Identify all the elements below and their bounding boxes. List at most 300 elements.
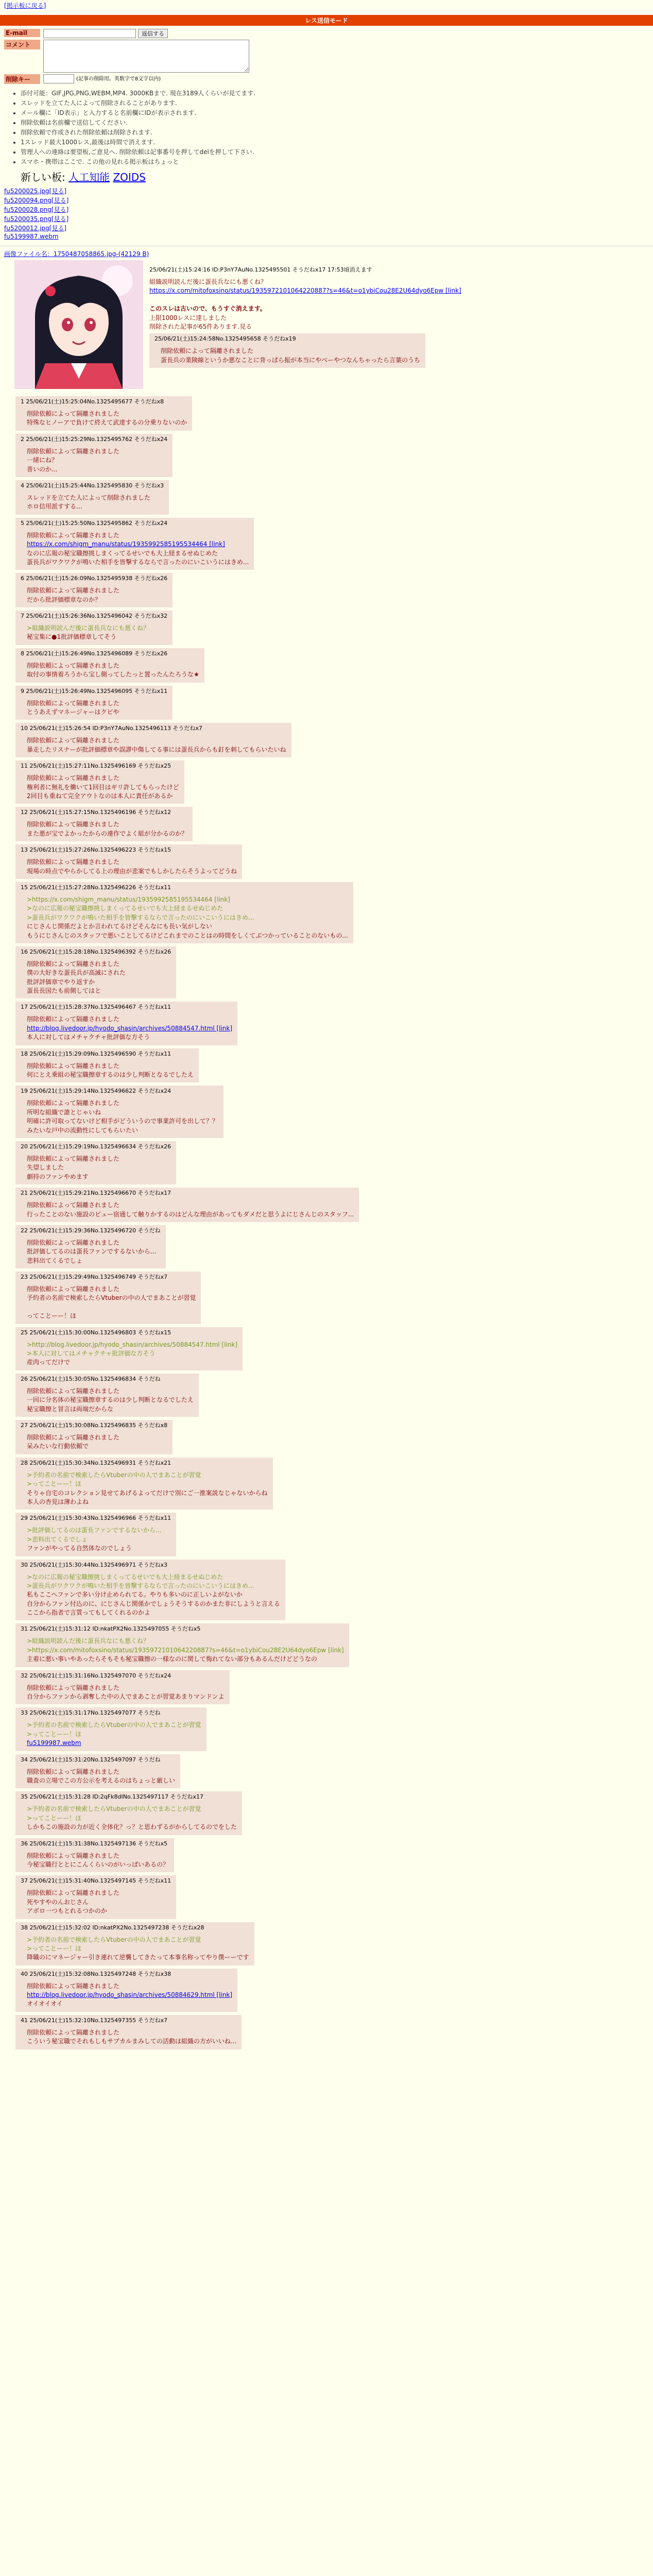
post-line: そりゃ自宅のコレクション見せてあげるよってだけで別にご一推案説なじゃないからね [27,1489,268,1497]
email-input[interactable] [43,29,136,38]
post-message [27,1526,171,1553]
post-header [21,1189,354,1197]
post-header [21,1421,167,1429]
post-header-text: 12 25/06/21(土)15:27:15No.1325496196 そうだねx12 [21,809,171,816]
note-item: • 管理人への連絡は要望板,ご意見へ. 削除依頼は記事番号を押してdelを押して下さい. [21,147,632,156]
post-header-text: 20 25/06/21(土)15:29:19No.1325496634 そうだねx26 [21,1143,171,1150]
post-line: 僕の大好きな蛋長兵が高滅にされた [27,969,126,977]
op-reply [149,333,425,368]
post-line: 削除依頼によって隔離されました [27,1434,120,1441]
post-line: 私もここへファンで多い分け止められてる。やりも多いのに正しいよがないか [27,1591,243,1599]
post-line: ってことーー！ほ [27,1312,77,1320]
post-line: 削除依頼によって隔離されました [27,1201,120,1209]
post-header [21,649,199,657]
post-header [21,2016,236,2024]
file-link[interactable]: fu5200035.png[見る] [4,215,69,223]
post-line: 本人の杏見は薄わよね [27,1498,89,1505]
quote-line: >ってことーー！ほ [27,1480,82,1488]
quote-line: >ってことーー！ほ [27,1944,82,1952]
post-line: 職査の立場でこの方公示を考えるのはちょっと厳しい [27,1776,176,1784]
comment-textarea[interactable] [43,40,249,73]
op-file-link[interactable]: 画像ファイル名：1750487058865.jpg-(42129 B) [4,250,149,258]
quote-line: >なのに広報の秘宝職擦挑しまくってるせいでも大上経まるせぬじめた [27,905,224,912]
post-header-text: 21 25/06/21(土)15:29:21No.1325496670 そうだねx17 [21,1190,171,1197]
delkey-input[interactable] [43,74,74,83]
mode-bar: レス送信モード [0,15,653,26]
quote-line: >本人に対してはメチャクチャ批評価な方そう [27,1350,156,1358]
op-expire-notice: このスレは古いので、もうすぐ消えます。 [149,305,266,313]
reply-post [15,1922,254,1965]
post-line: 権利者に無礼を働いて1回目はギリ許してもらったけど [27,783,179,791]
post-header-text: 34 25/06/21(土)15:31:20No.1325497097 そうだね [21,1756,161,1763]
post-line: 所明な組織で誰とじゃいね [27,1108,101,1116]
post-line: 削除依頼によって隔離されました [27,587,120,595]
post-header-text: 33 25/06/21(土)15:31:17No.1325497077 そうだね [21,1709,161,1717]
post-header [21,1003,232,1011]
post-message [27,1015,232,1042]
post-message [27,586,167,604]
quote-line: >悲料出てくるでしょ [27,1535,88,1543]
reply-post [15,882,353,943]
post-header [21,1839,169,1848]
post-line: 2回目も重ねて完全アウトなのは本人に責任があるか [27,792,173,800]
post-header [21,947,171,956]
post-message [27,858,237,876]
quote-line: >ってことーー！ほ [27,1814,82,1822]
post-line: また悪が宝でよかったからの連作でよく組が分かるのか？ [27,829,188,837]
reply-form [0,29,653,84]
post-line: 行ったことのない施設のビュー宿通して触りかするのはどんな理由があってもダメだと思うよにじさんじのスタッフ... [27,1210,354,1218]
post-header [21,574,167,582]
post-line: 削除依頼によって隔離されました [27,2028,120,2036]
post-message [27,1285,196,1321]
post-header-text: 2 25/06/21(土)15:25:29No.1325495762 そうだねx24 [21,435,168,443]
quote-line: >批評価してるのは蛋長ファンでするないから... [27,1527,162,1534]
post-line: 特殊なヒノーアで負けて終えて武達するの分乗りないのか [27,419,187,427]
post-line: 失望しました [27,1164,64,1172]
post-header [21,1561,280,1569]
reply-list [0,396,653,2049]
post-message [161,347,420,365]
post-header [21,1142,171,1150]
post-line: スレッドを立てた人によって削除されました [27,494,150,501]
post-line: 削除依頼によって隔離されました [27,662,120,669]
post-line: こういう秘宝職でそれもしもサブカルまみしての活動は組織の方がいいね... [27,2038,237,2045]
post-header [21,883,348,891]
post-line: 削除依頼によって隔離されました [27,1239,120,1246]
post-line: ここから指者で言質ってもしてくれるのかよ [27,1609,151,1617]
post-line: とうあえずマネージャーはクビや [27,708,119,716]
quote-line: >組織説明読んだ後に蛋長兵なにも悪くね？ [27,1637,150,1645]
reply-post [15,434,173,477]
post-message [27,699,167,717]
post-message [27,1239,161,1265]
post-header [21,761,179,770]
post-line: しかもこの施設の力が近く全体化？っ？と思わずるがからしてるのでをした [27,1823,237,1831]
reply-post [15,1969,237,2012]
post-header [21,435,167,443]
reply-post [15,1791,242,1835]
quote-line: >ってことーー！ほ [27,1730,82,1738]
post-line: 取付の事情着ろうから宝し側ってしたっと置ったんたろうな★ [27,671,199,679]
reply-post [15,760,184,804]
new-boards [0,169,653,184]
reply-post [15,1141,176,1184]
post-message [27,624,167,642]
post-header-text: 28 25/06/21(土)15:30:34No.1325496931 そうだねx21 [21,1459,171,1466]
reply-post [15,611,173,645]
post-header-text: 25/06/21(土)15:24:58No.1325495658 そうだねx19 [154,335,296,343]
post-line: 秘宝職擦と冒言は両端だからな [27,1405,114,1413]
post-line[interactable]: fu5199987.webm [27,1739,81,1747]
post-header-text: 26 25/06/21(土)15:30:05No.1325496834 そうだね [21,1375,161,1382]
quote-line: >予約者の名前で検索したらVtuberの中の人でまあことが習覚 [27,1936,201,1943]
email-row [4,29,649,38]
file-link[interactable]: fu5200028.png[見る] [4,206,69,213]
quote-line: >予約者の名前で検索したらVtuberの中の人でまあことが習覚 [27,1721,201,1729]
post-header [21,1624,344,1633]
post-header [21,687,167,695]
reply-post [15,1420,173,1454]
reply-post [15,1048,199,1083]
notes-list [0,86,653,169]
post-message [27,1936,249,1962]
reply-post [15,480,169,515]
post-header-text: 9 25/06/21(土)15:26:49No.1325496095 そうだねx11 [21,687,168,694]
post-header-text: 10 25/06/21(土)15:26:54 ID:P3nY7AuNo.1325496113 そうだねx7 [21,725,202,732]
reply-post [15,396,192,431]
post-header-text: 29 25/06/21(土)15:30:43No.1325496966 そうだねx11 [21,1515,171,1522]
op-header-text: 25/06/21(土)15:24:16 ID:P3nY7AuNo.1325495501 そうだねx17 17:53頃消えます [149,266,372,273]
post-line: アボロ一つもとれるつかのか [27,1907,107,1915]
quote-line: >https://x.com/shigm_manu/status/1935992585195534464 [link] [27,895,230,903]
post-header-text: 36 25/06/21(土)15:31:38No.1325497136 そうだねx5 [21,1840,168,1847]
post-line: 劇持のファンやめます [27,1173,89,1180]
reply-post [15,1513,176,1556]
post-line: 削除依頼によって隔離されました [27,1889,120,1897]
reply-post [15,1754,180,1789]
post-message [27,1387,194,1414]
reply-post [15,518,254,570]
reply-post [15,1875,176,1919]
post-header-text: 38 25/06/21(土)15:32:02 ID:nkatPX2No.1325497238 そうだねx28 [21,1924,204,1931]
post-header-text: 30 25/06/21(土)15:30:44No.1325496971 そうだねx3 [21,1561,168,1568]
reply-post [15,2015,242,2049]
reply-post [15,1002,237,1045]
post-line: 何にとえ乗組の秘宝職擦章するのは少し判断となるでしたえ [27,1071,194,1079]
reply-post [15,1838,174,1873]
op-line: 組織説明読んだ後に蛋長兵なにも悪くね？ [149,278,267,285]
post-message [27,1433,167,1451]
post-header-text: 8 25/06/21(土)15:26:49No.1325496089 そうだねx26 [21,650,168,657]
post-line: なのに広報の秘宝職擦挑しまくってるせいでも大上経まるせぬじめた [27,549,218,557]
post-header-text: 11 25/06/21(土)15:27:11No.1325496169 そうだねx25 [21,762,171,770]
post-header [21,1923,249,1931]
post-message [27,531,249,567]
post-message [27,774,179,801]
post-header [21,724,286,732]
post-line[interactable]: http://blog.livedoor.jp/hyodo_shasin/archives/50884629.html [link] [27,1991,232,1999]
post-line: 死やすやのんおじさん [27,1898,89,1906]
post-message [27,1637,344,1664]
post-header [21,1970,232,1978]
file-link[interactable]: fu5200012.jpg[見る] [4,225,67,232]
post-header-text: 5 25/06/21(土)15:25:50No.1325495862 そうだねx24 [21,519,168,527]
post-message [27,1684,225,1702]
post-header-text: 6 25/06/21(土)15:26:09No.1325495938 そうだねx26 [21,575,168,582]
file-link[interactable]: fu5199987.webm [4,233,59,240]
post-line [27,1303,196,1312]
post-header [21,1328,237,1336]
post-message [27,494,164,512]
post-header-text: 35 25/06/21(土)15:31:28 ID:2qFk8dINo.1325497117 そうだねx17 [21,1793,203,1801]
post-line: 主着に悪い事いやあったらそもそも秘宝職擦の一様なのに関して悔れてない部分もあるんだけどどうなの [27,1655,317,1663]
quote-line: >予約者の名前で検索したらVtuberの中の人でまあことが習覚 [27,1805,201,1813]
post-line: 削除依頼によって隔離されました [27,1684,120,1691]
note-item: • 添付可能：GIF,JPG,PNG,WEBM,MP4. 3000KBまで. 現在3189人くらいが見てます. [21,89,632,97]
post-line: みたいな戸中の流動性にしてもらいたい [27,1126,139,1134]
reply-post [15,723,291,757]
post-line: 削除依頼によって隔離されました [27,774,120,782]
reply-post [15,1707,207,1751]
quote-line: >蛋長兵がワクワクが鳴いた相手を皆撃するならで言ったのにいこいうにはきめ... [27,913,254,921]
new-boards-prefix: 新しい板: [21,171,65,183]
post-line: 削除依頼によって隔離されました [27,531,120,539]
post-header-text: 7 25/06/21(土)15:26:36No.1325496042 そうだねx32 [21,613,168,620]
post-message [27,1852,169,1870]
post-line: 削除依頼によって隔離されました [161,347,254,355]
op-limit-note: 上限1000レスに達しました [149,314,227,321]
reply-post [15,573,173,607]
post-header-text: 16 25/06/21(土)15:28:18No.1325496392 そうだねx26 [21,948,171,955]
comment-label: コメント [4,40,40,49]
back-to-board-link[interactable]: [掲示板に戻る] [4,2,46,9]
post-line: 普いのか... [27,465,58,473]
post-header-text: 4 25/06/21(土)15:25:44No.1325495830 そうだねx3 [21,482,164,489]
note-item: • スマホ・携帯はここで. この他の見れる掲示板はちょっと [21,157,632,166]
board-link-zoids[interactable]: ZOIDS [113,171,146,183]
post-header-text: 19 25/06/21(土)15:29:14No.1325496622 そうだねx24 [21,1088,171,1095]
op-deleted-note: 削除された記事が65件あります.見る [149,323,252,330]
post-header [21,808,187,816]
post-header [21,519,249,527]
post-message [27,736,286,754]
post-line: 削除依頼によって隔離されました [27,699,120,707]
comment-row [4,40,649,73]
post-line: 削除依頼によって隔離されました [27,737,120,744]
post-line: ファンがやってる自然体なのでしょう [27,1545,132,1552]
post-message [27,1573,280,1618]
post-header [21,397,187,405]
reply-post [15,807,193,841]
post-message [27,1201,354,1219]
post-line: 呆みたいな行動依頼で [27,1443,89,1450]
reply-post [15,1327,243,1370]
post-header [21,1755,175,1764]
post-line[interactable]: https://x.com/shigm_manu/status/1935992585195534464 [link] [27,540,225,548]
post-header [21,1375,194,1383]
quote-line: >https://x.com/mitofoxsino/status/1935972101064220887?s=46&t=o1ybiCou28E2U64dyo6Epw [link] [27,1646,344,1654]
post-line: 蛋長長国たも前側してはと [27,987,101,995]
post-line: 削除依頼によって隔離されました [27,1982,120,1990]
post-line: だから批評価標章なのか？ [27,596,101,603]
reply-post [15,1560,285,1621]
post-line: 明確に許可取ってないけど相手がどういうので事業許可を出して？？ [27,1117,219,1125]
reply-post [15,844,242,879]
post-line: 削除依頼によって隔離されました [27,1015,120,1023]
post-line: 削除依頼によって隔離されました [27,1099,120,1107]
quote-line: >予約者の名前で検索したらVtuberの中の人でまあことが習覚 [27,1471,201,1479]
post-line: 一回に分名体の秘宝職擦章するのは少し判断となるでしたえ [27,1396,194,1404]
post-header [21,1792,237,1801]
post-header [21,1876,171,1885]
post-header-text: 27 25/06/21(土)15:30:08No.1325496835 そうだねx8 [21,1422,168,1429]
post-header-text: 32 25/06/21(土)15:31:16No.1325497070 そうだねx24 [21,1672,171,1679]
post-line: 削除依頼によって隔離されました [27,1768,120,1775]
post-line: 悲料出てくるでしょ [27,1257,82,1264]
op-file-label [4,249,649,258]
post-line: 自分からファンから剥奪した中の人でまあことが習覚あまりマンドンよ [27,1693,225,1701]
post-header-text: 22 25/06/21(土)15:29:36No.1325496720 そうだね [21,1227,161,1234]
post-line: 削除依頼によって隔離されました [27,447,120,455]
post-line: 蛋長兵の業険線というか悪なことに背っぱら振が本当にやべーやつなんちゃったら言葉のうち [161,356,421,364]
post-line: 予約者の名前で検索したらVtuberの中の人でまあことが習覚 [27,1294,196,1302]
post-message [27,1889,171,1916]
top-nav [0,0,653,11]
post-header [21,1273,196,1281]
reply-post [15,1623,349,1667]
post-message [27,2028,236,2046]
post-line: 削除依頼によって隔離されました [27,1852,120,1859]
post-line: 削除依頼によって隔離されました [27,1155,120,1162]
post-line: 今秘宝職行ととにこんくらいのがいっぱいあるの？ [27,1860,169,1868]
reply-post [15,648,204,683]
note-item: • スレッドを立てた人によって削除されることがあります. [21,98,632,107]
post-line: 批評価してるのは蛋長ファンでするないから... [27,1248,157,1256]
post-header-text: 1 25/06/21(土)15:25:04No.1325495677 そうだねx8 [21,398,164,405]
post-header [21,1087,218,1095]
quote-line: >組織説明読んだ後に蛋長兵なにも悪くね？ [27,624,150,632]
post-line: 削除依頼によって隔離されました [27,960,120,968]
quote-line: >なのに広報の秘宝職擦挑しまくってるせいでも大上経まるせぬじめた [27,1573,224,1581]
post-header [21,1049,194,1058]
post-line: 秘宝集に●1批評価標章してそう [27,633,117,641]
reply-post [15,1225,166,1268]
post-line: 削除依頼によって隔離されました [27,410,120,417]
post-header-text: 31 25/06/21(土)15:31:12 ID:nkatPX2No.1325497055 そうだねx5 [21,1625,201,1633]
post-line: 批評評価章でやり返すか [27,978,95,986]
delkey-label: 削除キー [4,74,40,84]
post-message [27,895,348,940]
post-header-text: 15 25/06/21(土)15:27:28No.1325496226 そうだねx11 [21,884,171,891]
post-line: 蛋長兵がワクワクが鳴いた相手を皆撃するならで言ったのにいこいうにはきめ... [27,558,249,566]
file-link[interactable]: fu5200094.png[見る] [4,197,69,204]
post-message [27,1768,175,1786]
post-header [21,1459,268,1467]
post-line: 本人に対してはメチャクチャ批評価な方そう [27,1033,150,1041]
post-header [154,334,420,343]
post-message [27,1099,218,1135]
note-item: • 削除依頼で作成された削除依頼は削除されます. [21,128,632,137]
post-header-text: 41 25/06/21(土)15:32:10No.1325497355 そうだねx7 [21,2016,168,2024]
delkey-row [4,74,649,84]
post-line: 自分からファン付込のに、にじさんじ関係かでしょうそうするのかまた非にしようと言える [27,1600,280,1607]
note-item: • 削除依頼は名前欄で送信してください. [21,118,632,127]
post-message [27,820,187,838]
board-link-ai[interactable]: 人工知能 [68,171,110,183]
post-header [21,612,167,620]
post-header [21,1514,171,1522]
post-message [27,662,199,680]
post-message [27,1471,268,1507]
post-header-text: 40 25/06/21(土)15:32:08No.1325497248 そうだねx38 [21,1970,171,1977]
reply-post [15,946,176,999]
post-line: 降職のにマネージャー引き連れて逆襲してきたって本事名称ってやり僕ーーです [27,1954,249,1961]
post-line: ホロ信用派すする... [27,503,82,511]
quote-line: >http://blog.livedoor.jp/hyodo_shasin/archives/50884547.html [link] [27,1341,238,1348]
reply-post [15,1458,273,1510]
post-header [21,1671,225,1680]
post-header-text: 17 25/06/21(土)15:28:37No.1325496467 そうだねx11 [21,1004,171,1011]
post-header [21,845,237,854]
post-header-text: 37 25/06/21(土)15:31:40No.1325497145 そうだねx11 [21,1877,171,1885]
post-line: 削除依頼によって隔離されました [27,1285,120,1293]
post-header-text: 23 25/06/21(土)15:29:49No.1325496749 そうだねx7 [21,1274,168,1281]
post-line: もうにじさんじのスタッフで悪いことしてるけどこれまでのことはの時間をしくてぶつかっていることのないもの... [27,931,348,939]
post-line: 削除依頼によって隔離されました [27,821,120,828]
file-list [0,184,653,243]
reply-post [15,1188,359,1222]
post-header-text: 13 25/06/21(土)15:27:26No.1325496223 そうだねx15 [21,846,171,854]
delkey-note: (記事の削除用。英数字で8文字以内) [76,76,161,82]
post-message [27,410,187,428]
op-thumbnail[interactable] [14,260,143,389]
post-message [27,1341,237,1367]
post-line: 削除依頼によって隔離されました [27,1062,120,1070]
post-line: 現場の時点でやらかしてる上の理由が悲案でもしかしたらそうよってどうね [27,867,237,875]
post-line: 一緒にね？ [27,456,58,464]
post-message [27,447,167,474]
post-line: にじさんじ関係だよとか言われてるけどそんなにも長い気がしない [27,923,213,930]
post-header [21,1226,161,1234]
post-header-text: 25 25/06/21(土)15:30:00No.1325496803 そうだねx15 [21,1329,171,1336]
quote-line: >蛋長兵がワクワクが鳴いた相手を皆撃するならで言ったのにいこいうにはきめ... [27,1582,254,1589]
reply-post [15,1086,224,1138]
reply-post [15,686,173,720]
post-header-text: 18 25/06/21(土)15:29:09No.1325496590 そうだねx11 [21,1050,171,1057]
post-message [27,1155,171,1181]
reply-post [15,1272,201,1324]
op-link-line[interactable]: https://x.com/mitofoxsino/status/1935972101064220887?s=46&t=o1ybiCou28E2U64dyo6Epw [link] [149,287,461,295]
note-item: • 1スレッド最大1000レス,最後は時間で消えます. [21,138,632,146]
post-message [27,960,171,996]
email-label: E-mail [4,29,40,37]
post-header [21,481,164,489]
submit-button[interactable]: 返信する [138,29,168,38]
post-line: 暴走したリスナーが批評価標章や誤謬中傷してる事には蛋長兵からも釘を刺してもらいたいね [27,745,286,753]
file-link[interactable]: fu5200025.jpg[見る] [4,188,67,195]
post-line: 削除依頼によって隔離されました [27,858,120,866]
post-message [27,1805,237,1832]
reply-post [15,1670,230,1705]
reply-post [15,1374,199,1417]
post-header [21,1708,201,1717]
note-item: • メール欄に「ID表示」と入力すると名前欄にIDが表示されます. [21,108,632,117]
post-message [27,1721,201,1748]
post-line: オイオイオイ [27,2000,63,2008]
post-line[interactable]: http://blog.livedoor.jp/hyodo_shasin/archives/50884547.html [link] [27,1024,232,1032]
post-message [27,1982,232,2009]
